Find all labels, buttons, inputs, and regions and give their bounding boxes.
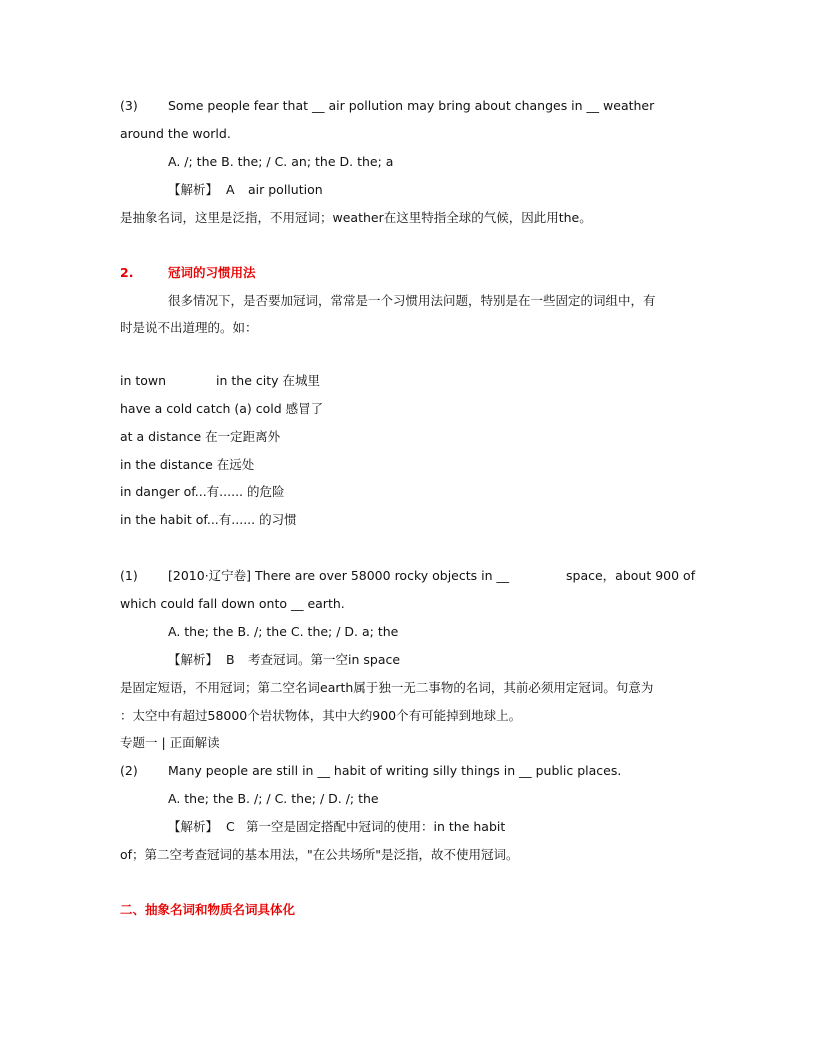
analysis-text: 是固定短语，不用冠词；第二空名词earth属于独一无二事物的名词，其前必须用定冠词。句意为 <box>120 680 654 695</box>
question-number: (2) <box>120 763 138 778</box>
question-number: (3) <box>120 98 138 113</box>
question-text: which could fall down onto __ earth. <box>120 596 345 611</box>
question-text: Many people are still in __ habit of writing silly things in __ public places. <box>168 763 622 778</box>
analysis-text: 是抽象名词，这里是泛指，不用冠词；weather在这里特指全球的气候，因此用the。 <box>120 210 592 225</box>
phrase-item: in the city 在城里 <box>216 373 320 388</box>
phrase-item: have a cold catch (a) cold 感冒了 <box>120 401 324 416</box>
analysis-text: of；第二空考查冠词的基本用法，"在公共场所"是泛指，故不使用冠词。 <box>120 847 519 862</box>
analysis-text: 考查冠词。第一空in space <box>248 652 401 667</box>
analysis-text: ：太空中有超过58000个岩状物体，其中大约900个有可能掉到地球上。 <box>120 708 522 723</box>
answer-options: A. the; the B. /; / C. the; / D. /; the <box>168 791 379 806</box>
analysis-text: air pollution <box>248 182 323 197</box>
paragraph-text: 很多情况下，是否要加冠词，常常是一个习惯用法问题，特别是在一些固定的词组中，有 <box>168 293 656 308</box>
analysis-text: 第一空是固定搭配中冠词的使用：in the habit <box>246 819 506 834</box>
paragraph-text: 时是说不出道理的。如： <box>120 320 258 335</box>
phrase-item: in the distance 在远处 <box>120 457 255 472</box>
analysis-answer: A <box>226 182 235 197</box>
section-number: 2. <box>120 265 134 280</box>
analysis-answer: C <box>226 819 235 834</box>
phrase-item: in the habit of...有...... 的习惯 <box>120 512 297 527</box>
question-number: (1) <box>120 568 138 583</box>
section-title: 二、抽象名词和物质名词具体化 <box>120 902 296 917</box>
question-text: [2010·辽宁卷] There are over 58000 rocky objects in __ <box>168 568 509 583</box>
question-text: space，about 900 of <box>566 568 696 583</box>
answer-options: A. the; the B. /; the C. the; / D. a; the <box>168 624 399 639</box>
phrase-item: in town <box>120 373 167 388</box>
answer-options: A. /; the B. the; / C. an; the D. the; a <box>168 154 394 169</box>
section-title: 冠词的习惯用法 <box>168 265 256 280</box>
analysis-tag: 【解析】 <box>168 819 219 834</box>
analysis-tag: 【解析】 <box>168 182 219 197</box>
question-text: around the world. <box>120 126 231 141</box>
topic-label: 专题一 | 正面解读 <box>120 735 220 750</box>
analysis-answer: B <box>226 652 235 667</box>
phrase-item: in danger of...有...... 的危险 <box>120 484 285 499</box>
question-text: Some people fear that __ air pollution may bring about changes in __ weather <box>168 98 655 113</box>
phrase-item: at a distance 在一定距离外 <box>120 429 281 444</box>
analysis-tag: 【解析】 <box>168 652 219 667</box>
